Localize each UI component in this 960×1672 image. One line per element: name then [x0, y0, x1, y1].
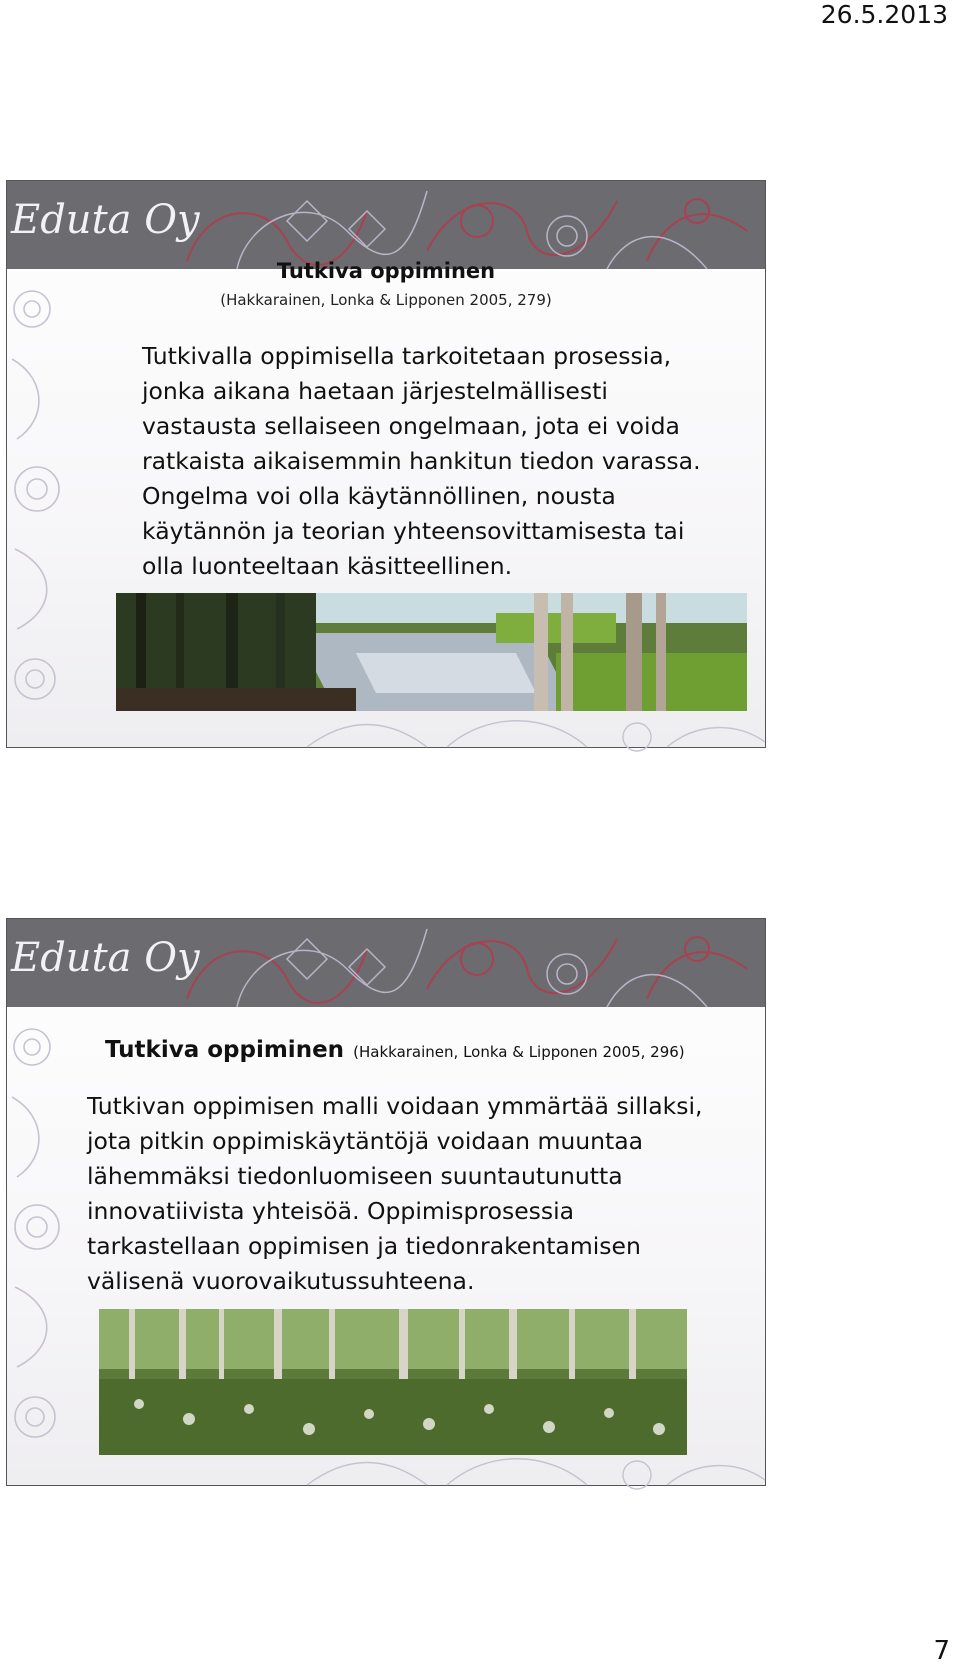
swirl-ornament-icon	[7, 1007, 77, 1485]
slide-body-text: Tutkivalla oppimisella tarkoitetaan prosessia, jonka aikana haetaan järjestelmällisesti vastausta sellaiseen ongelmaan, jota ei voida ratkaista aikaisemmin hankitun tiedon varassa. Ongelma voi olla käytännöllinen, nousta käytännön ja teorian yhteensovittamisesta tai olla luonteeltaan käsitteellinen.	[142, 342, 701, 580]
slide-header	[7, 919, 765, 1007]
page-date: 26.5.2013	[820, 0, 948, 29]
birch-forest-photo	[99, 1309, 687, 1455]
svg-text:Eduta Oy: Eduta Oy	[11, 197, 200, 243]
swirl-ornament-icon	[7, 269, 77, 747]
slide-reference: (Hakkarainen, Lonka & Lipponen 2005, 296)	[353, 1043, 685, 1061]
eduta-logo	[7, 919, 200, 989]
page-number: 7	[933, 1636, 950, 1666]
slide-title-row	[105, 1037, 685, 1063]
eduta-logo	[7, 181, 200, 251]
svg-text:Eduta Oy: Eduta Oy	[11, 935, 200, 981]
lake-forest-photo	[116, 593, 747, 711]
birch-forest-photo-icon	[99, 1309, 687, 1455]
lace-border-icon	[307, 707, 765, 747]
lake-forest-photo-icon	[116, 593, 747, 711]
slide-title: Tutkiva oppiminen	[105, 1037, 345, 1063]
slide-body-text: Tutkivan oppimisen malli voidaan ymmärtää sillaksi, jota pitkin oppimiskäytäntöjä voidaan muuntaa lähemmäksi tiedonluomiseen suuntautunutta innovatiivista yhteisöä. Oppimisprosessia tarkastellaan oppimisen ja tiedonrakentamisen välisenä vuorovaikutussuhteena.	[87, 1092, 703, 1295]
slide-title: Tutkiva oppiminen	[276, 259, 496, 283]
slide-2	[6, 918, 766, 1486]
slide-reference: (Hakkarainen, Lonka & Lipponen 2005, 279)	[220, 291, 552, 309]
slide-header	[7, 181, 765, 269]
slide-1	[6, 180, 766, 748]
